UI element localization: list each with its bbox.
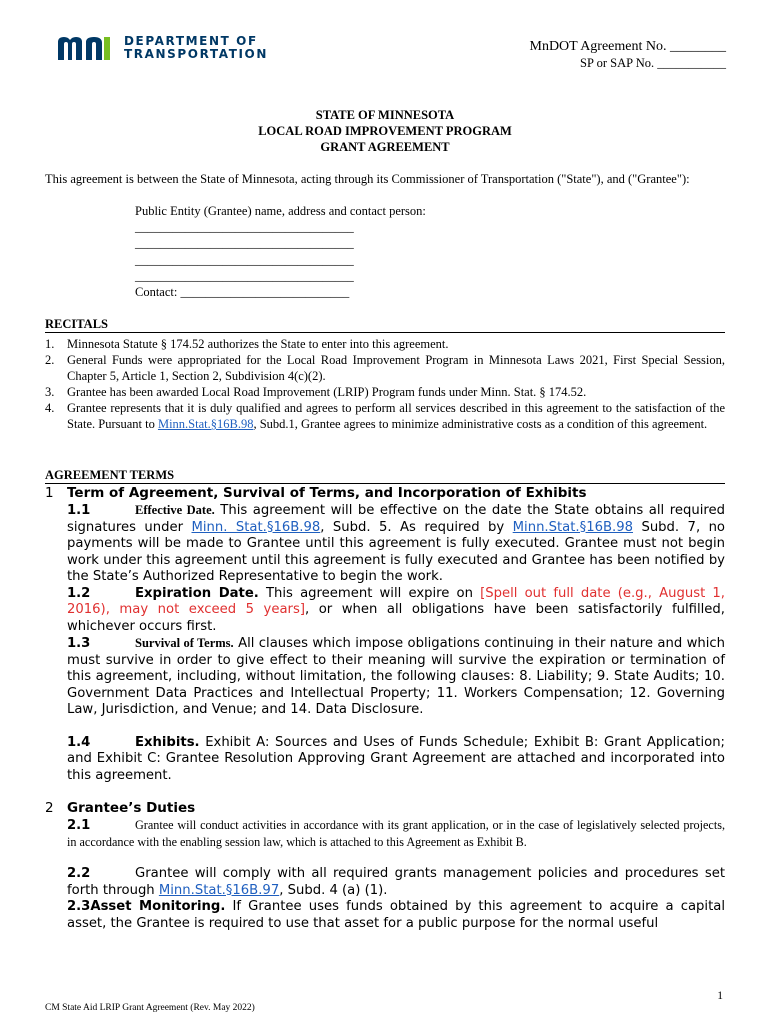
recital-text-part: , Subd.1, Grantee agrees to minimize administrative costs as a condition of this agreement. [253,417,708,431]
title-line-2: LOCAL ROAD IMPROVEMENT PROGRAM [258,124,512,138]
subsection-number: 1.1 [67,503,91,518]
subsection-1-2 [67,586,725,636]
agreement-terms-heading: AGREEMENT TERMS [45,467,725,484]
section-title: Grantee’s Duties [67,800,196,816]
mndot-logo [56,33,268,63]
recital-item [45,384,725,400]
subsection-label: Expiration Date. [135,585,259,601]
document-title [0,107,770,155]
section-1-heading [45,485,725,502]
grantee-entity-block [135,203,426,300]
entity-line-1: ___________________________________ [135,220,354,235]
subsection-text: This agreement will expire on [265,585,481,601]
agreement-terms-body [45,485,725,932]
recital-text [67,400,725,432]
placeholder-instruction: [Spell out full date (e.g., August 1, 2016), may not exceed 5 years] [67,585,725,617]
recital-text: Grantee has been awarded Local Road Improvement (LRIP) Program funds under Minn. Stat. § 174.52. [67,385,587,399]
section-2-heading [45,800,725,817]
subsection-2-2 [67,866,725,899]
footer-text: CM State Aid LRIP Grant Agreement (Rev. May 2022) [45,1003,255,1013]
recital-item [45,400,725,432]
recital-number: 1. [45,337,55,351]
subsection-label: Asset Monitoring. [90,899,226,914]
recital-number: 4. [45,401,55,415]
subsection-1-4 [67,735,725,785]
minn-stat-16b98-link[interactable]: Minn. Stat.§16B.98 [191,519,321,535]
minn-stat-16b98-link[interactable]: Minn.Stat.§16B.98 [512,519,634,535]
recital-text: General Funds were appropriated for the Local Road Improvement Program in Minnesota Laws 2021, First Special Session, Chapter 5, Article 1, Section 2, Subdivision 4(c)(2). [67,353,725,383]
subsection-1-3 [67,635,725,719]
subsection-text: Exhibit A: Sources and Uses of Funds Schedule; Exhibit B: Grant Application; and Exhibit C: Grantee Resolution Approving Grant Agreement are attached and incorporated into this agreement. [67,734,725,783]
subsection-2-3 [67,899,725,932]
subsection-number: 1.3 [67,636,91,651]
subsection-text: , Subd. 5. As required by [320,519,513,535]
recital-number: 3. [45,385,55,399]
page-number: 1 [717,990,723,1002]
entity-label: Public Entity (Grantee) name, address and contact person: [135,204,426,218]
subsection-text: This agreement will be effective on the date the State obtains all required signatures under [67,503,725,535]
recital-item [45,336,725,352]
subsection-number: 2.2 [67,866,91,881]
agreement-number-block [530,38,727,72]
section-title: Term of Agreement, Survival of Terms, and Incorporation of Exhibits [67,485,587,501]
recital-text-part: Grantee represents that it is duly qualified and agrees to perform all services described in this agreement to the satisfaction of the State. Pursuant to [67,401,725,431]
subsection-label: Survival of Terms. [135,636,234,650]
subsection-label: Effective Date. [135,503,215,517]
subsection-text: , Subd. 4 (a) (1). [279,882,388,898]
subsection-text: If Grantee uses funds obtained by this agreement to acquire a capital asset, the Grantee is required to use that asset for a public purpose for the normal useful [67,899,725,931]
minn-stat-16b98-link[interactable]: Minn.Stat.§16B.98 [157,417,254,431]
subsection-number: 2.1 [67,818,91,833]
entity-line-3: ___________________________________ [135,252,354,267]
entity-line-4: ___________________________________ [135,268,354,283]
section-number: 2 [45,800,54,816]
logo-line-2: TRANSPORTATION [124,47,268,61]
title-line-3: GRANT AGREEMENT [320,140,450,154]
recitals-list [45,336,725,432]
minn-stat-16b97-link[interactable]: Minn.Stat.§16B.97 [158,882,280,898]
recital-item [45,352,725,384]
recital-number: 2. [45,353,55,367]
subsection-text: Subd. 7, no payments will be made to Grantee until this agreement is fully executed. Grantee must not begin work under this agreement until this agreement is fully executed and Grantee has been notified by the State’s Authorized Representative to begin the work. [67,519,726,584]
subsection-label: Exhibits. [135,734,200,750]
subsection-number: 2.3 [67,899,91,914]
recital-text: Minnesota Statute § 174.52 authorizes the State to enter into this agreement. [67,337,449,351]
subsection-number: 1.2 [67,585,91,601]
title-line-1: STATE OF MINNESOTA [315,108,455,122]
entity-line-2: ___________________________________ [135,236,354,251]
subsection-1-1 [67,502,725,586]
intro-paragraph: This agreement is between the State of Minnesota, acting through its Commissioner of Transportation ("State"), and ("Grantee"): [45,172,690,186]
recitals-heading: RECITALS [45,316,725,333]
subsection-number: 1.4 [67,734,91,750]
sp-number: SP or SAP No. ___________ [580,56,726,70]
entity-contact: Contact: ___________________________ [135,285,350,300]
section-number: 1 [45,485,54,501]
mn-logo-icon [56,34,118,62]
logo-line-1: DEPARTMENT OF [124,34,258,48]
agreement-number: MnDOT Agreement No. ________ [529,39,726,54]
subsection-text: All clauses which impose obligations continuing in their nature and which must survive in order to give effect to their meaning will survive the expiration or termination of this agreement, including, without limitation, the following clauses: 8. Liability; 9. State Audits; 10. Government Data Practices and Intellectual Property; 11. Workers Compensation; 12. Governing Law, Jurisdiction, and Venue; and 14. Data Disclosure. [67,636,725,717]
subsection-2-1 [67,817,725,850]
subsection-text: Grantee will comply with all required grants management policies and procedures set forth through [67,866,725,898]
subsection-text: , or when all obligations have been satisfactorily fulfilled, whichever occurs first. [67,602,725,634]
subsection-text: Grantee will conduct activities in accordance with its grant application, or in the case of legislatively selected projects, in accordance with the enabling session law, which is attached to this Agreement as Exhibit B. [67,818,725,849]
